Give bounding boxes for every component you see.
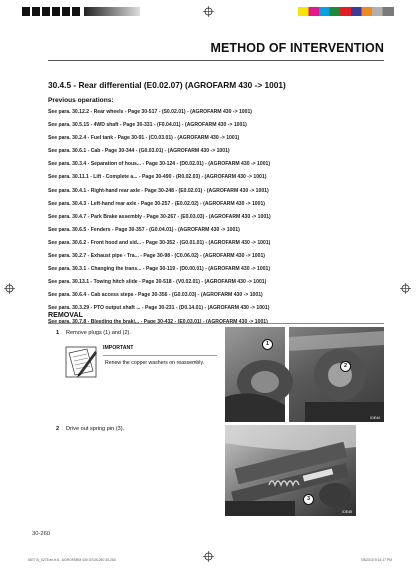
reference-link[interactable]: See para. 30.6.4 - Cab access steps - Page 30-356 - (G0.03.03) - (AGROFARM 430 -> 1001) [48, 292, 263, 299]
step-text: Drive out spring pin (3). [66, 426, 125, 432]
registration-mark-top-icon [203, 6, 214, 17]
important-note [65, 343, 217, 385]
color-swatches [298, 7, 394, 16]
gray-scale-strip [84, 7, 140, 16]
reference-link[interactable]: See para. 30.6.1 - Cab - Page 30-344 - (G0.03.01) - (AGROFARM 430 -> 1001) [48, 148, 230, 155]
step-1 [56, 330, 131, 336]
registration-mark-bottom-icon [203, 551, 214, 562]
reference-link[interactable]: See para. 30.4.7 - Park Brake assembly - Page 30-267 - (E0.03.03) - (AGROFARM 430 -> 1001) [48, 213, 271, 220]
reference-link[interactable]: See para. 30.6.5 - Fenders - Page 30-357 - (G0.04.01) - (AGROFARM 430 -> 1001) [48, 226, 240, 233]
removal-photo-plugs [225, 327, 384, 422]
section-title: 30.4.5 - Rear differential (E0.02.07) (AGROFARM 430 -> 1001) [48, 80, 286, 90]
callout-3: 3 [303, 494, 314, 505]
important-text: Renew the copper washers on reassembly. [105, 360, 205, 366]
previous-operations-label: Previous operations: [48, 97, 114, 104]
note-pencil-icon [65, 343, 99, 379]
removal-heading: REMOVAL [48, 311, 83, 319]
print-footer-right: 7/8/2010 9:14:17 PM [360, 558, 392, 562]
reference-link[interactable]: See para. 30.4.3 - Left-hand rear axle - Page 30-257 - (E0.02.02) - (AGROFARM 430 -> 1001) [48, 200, 265, 207]
important-heading: IMPORTANT [103, 345, 217, 356]
registration-black-blocks [22, 7, 82, 16]
reference-link[interactable]: See para. 30.3.29 - PTO output shaft ... - Page 30-231 - (D0.14.01) - (AGROFARM 430 -> 1001) [48, 305, 270, 312]
header-divider [48, 60, 384, 61]
page-number: 30-260 [32, 531, 51, 537]
removal-photo-spring-pin [225, 425, 356, 516]
reference-link[interactable]: See para. 30.12.2 - Rear wheels - Page 30-517 - (S0.02.01) - (AGROFARM 430 -> 1001) [48, 109, 252, 115]
photo-code: IDE44 [370, 416, 380, 420]
reference-link[interactable]: See para. 30.11.1 - Lift - Complete a... - Page 30-490 - (R0.02.03) - (AGROFARM 430 -> 1001) [48, 174, 267, 181]
print-footer-left: 5877 B_X275.en.fr.8 - AGROFARM 430 GS.IB.260 30-260 [28, 558, 116, 562]
reference-link[interactable]: See para. 30.6.2 - Front hood and sid... - Page 30-352 - (G0.01.01) - (AGROFARM 430 -> 1001) [48, 239, 271, 246]
reference-link[interactable]: See para. 30.4.1 - Right-hand rear axle - Page 30-248 - (E0.02.01) - (AGROFARM 430 -> 1001) [48, 187, 269, 194]
step-number: 1 [56, 330, 60, 336]
reference-link[interactable]: See para. 30.7.8 - Bleeding the braki... - Page 30-432 - (E0.03.01) - (AGROFARM 430 -> 1001) [48, 318, 268, 325]
reference-list [48, 109, 271, 332]
registration-mark-left-icon [4, 283, 15, 294]
photo-code: IDE45 [342, 510, 352, 514]
page-header-title: METHOD OF INTERVENTION [210, 41, 384, 55]
step-2 [56, 426, 124, 432]
reference-link[interactable]: See para. 30.2.4 - Fuel tank - Page 30-91 - (C0.03.01) - (AGROFARM 430 -> 1001) [48, 135, 240, 142]
reference-link[interactable]: See para. 30.3.1 - Changing the trans... - Page 30-119 - (D0.00.01) - (AGROFARM 430 -> 1001) [48, 266, 271, 273]
reference-link[interactable]: See para. 30.5.15 - 4WD shaft - Page 30-331 - (F0.04.01) - (AGROFARM 430 -> 1001) [48, 122, 247, 129]
step-text: Remove plugs (1) and (2). [66, 330, 131, 336]
reference-link[interactable]: See para. 30.13.1 - Towing hitch slide - Page 30-518 - (V0.02.01) - (AGROFARM 430 -> 1001) [48, 279, 267, 286]
reference-link[interactable]: See para. 30.2.7 - Exhaust pipe - Tra... - Page 30-98 - (C0.06.02) - (AGROFARM 430 -> 1001) [48, 253, 265, 260]
callout-2: 2 [340, 361, 351, 372]
reference-link[interactable]: See para. 30.3.4 - Separation of hous... - Page 30-124 - (D0.02.01) - (AGROFARM 430 -> 1001) [48, 161, 271, 168]
registration-mark-right-icon [400, 283, 411, 294]
callout-1: 1 [262, 339, 273, 350]
removal-divider [48, 323, 384, 324]
step-number: 2 [56, 426, 60, 432]
